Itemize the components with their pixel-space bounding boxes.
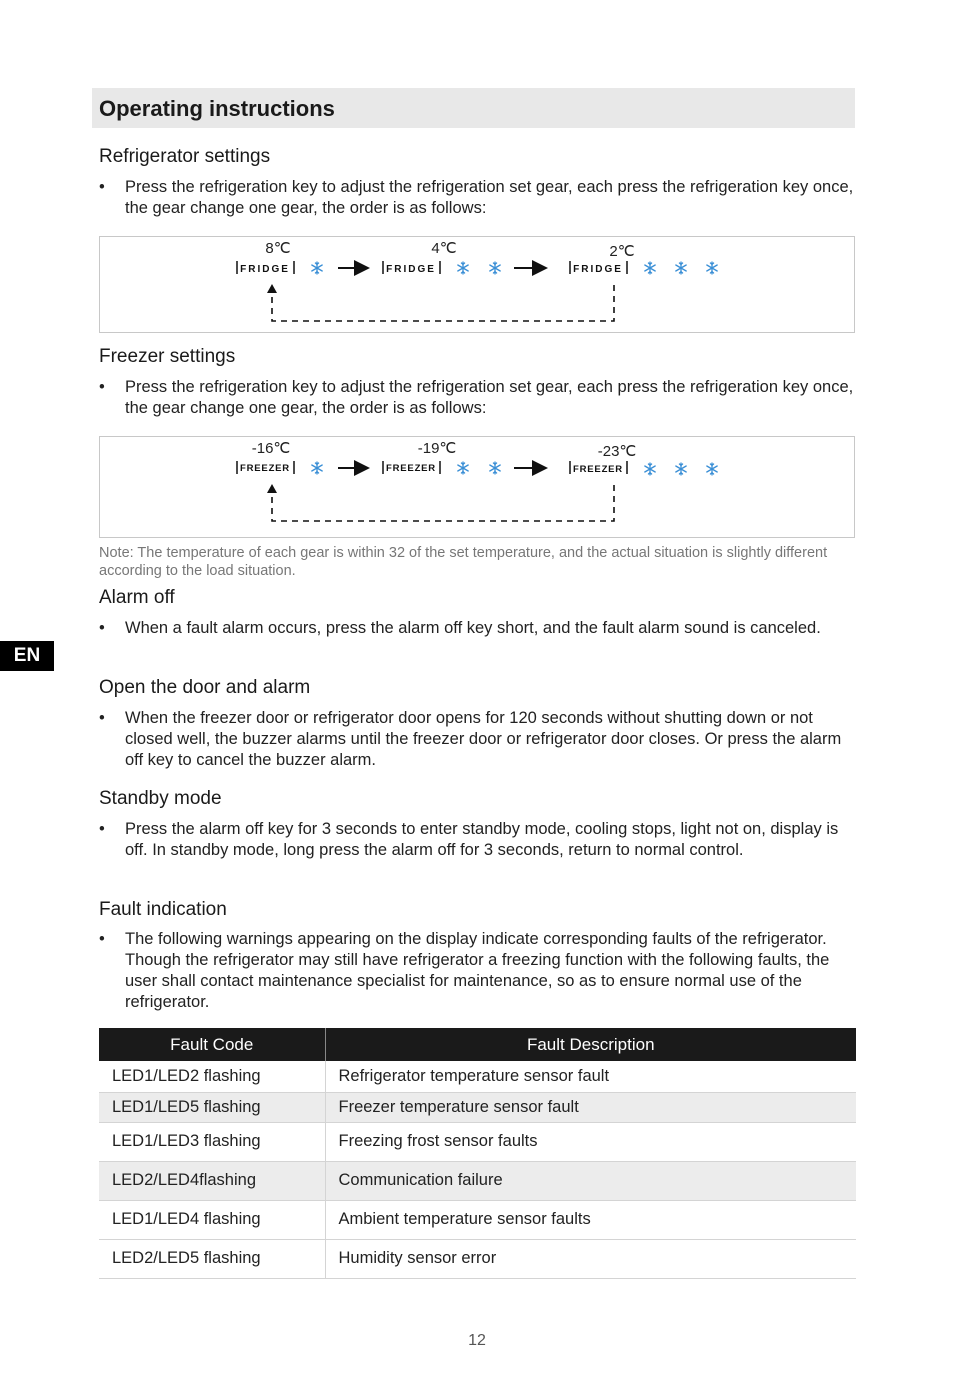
fridge-display-label-1: FRIDGE <box>240 264 290 275</box>
standby-heading: Standby mode <box>99 788 222 809</box>
fault-description-cell: Communication failure <box>325 1161 856 1200</box>
table-row <box>99 1161 856 1200</box>
freezer-temp-1: -16℃ <box>251 440 291 457</box>
fault-code-cell: LED1/LED5 flashing <box>99 1092 325 1122</box>
page-number: 12 <box>468 1332 486 1349</box>
fault-description-cell: Freezing frost sensor faults <box>325 1122 856 1161</box>
snowflake-icon <box>312 462 322 474</box>
snowflake-icon <box>490 462 500 474</box>
fault-table-header-row <box>99 1028 856 1061</box>
door-alarm-heading: Open the door and alarm <box>99 677 311 698</box>
snowflake-icon <box>312 262 322 274</box>
fault-description-header: Fault Description <box>325 1028 856 1061</box>
table-row <box>99 1200 856 1239</box>
fridge-temp-1: 8℃ <box>265 240 291 257</box>
snowflake-icon <box>458 462 468 474</box>
fridge-gear-diagram <box>99 236 855 333</box>
fridge-temp-3: 2℃ <box>609 243 635 260</box>
fault-indication-bullet: • The following warnings appearing on the display indicate corresponding faults of the refrigerator. Though the refrigerator may still have refrigerator a freezing function with the following faults, the user shall contact maintenance specialist for maintenance, so as to ensure normal use of the refrigerator. <box>99 929 844 1013</box>
refrigerator-settings-bullet: • Press the refrigeration key to adjust the refrigeration set gear, each press the refrigeration key once, the gear change one gear, the order is as follows: <box>99 177 859 219</box>
fault-code-header: Fault Code <box>99 1028 325 1061</box>
standby-text: Press the alarm off key for 3 seconds to enter standby mode, cooling stops, light not on, display is off. In standby mode, long press the alarm off for 3 seconds, return to normal control. <box>125 820 839 859</box>
door-alarm-text: When the freezer door or refrigerator door opens for 120 seconds without shutting down or not closed well, the buzzer alarms until the freezer door or refrigerator door closes. Or press the alarm off key to cancel the buzzer alarm. <box>125 709 842 769</box>
freezer-display-label-1: FREEZER <box>240 463 290 474</box>
fridge-display-label-3: FRIDGE <box>573 264 623 275</box>
fault-code-cell: LED2/LED4flashing <box>99 1161 325 1200</box>
table-row <box>99 1092 856 1122</box>
fault-code-cell: LED1/LED2 flashing <box>99 1061 325 1092</box>
snowflake-icon <box>645 262 655 274</box>
fault-description-cell: Refrigerator temperature sensor fault <box>325 1061 856 1092</box>
freezer-settings-bullet: • Press the refrigeration key to adjust the refrigeration set gear, each press the refrigeration key once, the gear change one gear, the order is as follows: <box>99 377 859 419</box>
snowflake-icon <box>676 262 686 274</box>
fault-indication-heading: Fault indication <box>99 899 227 920</box>
alarm-off-text: When a fault alarm occurs, press the alarm off key short, and the fault alarm sound is canceled. <box>125 619 821 637</box>
return-loop-line <box>272 285 614 321</box>
fault-code-cell: LED1/LED4 flashing <box>99 1200 325 1239</box>
freezer-display-label-3: FREEZER <box>573 464 623 475</box>
door-alarm-bullet: • When the freezer door or refrigerator door opens for 120 seconds without shutting down or not closed well, the buzzer alarms until the freezer door or refrigerator door closes. Or press the alarm off key to cancel the buzzer alarm. <box>99 708 859 771</box>
refrigerator-settings-heading: Refrigerator settings <box>99 146 271 167</box>
fault-indication-text: The following warnings appearing on the display indicate corresponding faults of the refrigerator. Though the refrigerator may still have refrigerator a freezing function with the following faults, the user shall contact maintenance specialist for maintenance, so as to ensure normal use of the refrigerator. <box>125 930 830 1011</box>
fridge-display-label-2: FRIDGE <box>386 264 436 275</box>
arrow-up-icon <box>267 484 277 493</box>
snowflake-icon <box>707 463 717 475</box>
language-tab: EN <box>0 641 54 671</box>
snowflake-icon <box>707 262 717 274</box>
fault-code-cell: LED2/LED5 flashing <box>99 1239 325 1278</box>
fault-description-cell: Freezer temperature sensor fault <box>325 1092 856 1122</box>
fault-description-cell: Humidity sensor error <box>325 1239 856 1278</box>
freezer-gear-svg <box>100 437 854 537</box>
refrigerator-settings-text: Press the refrigeration key to adjust the refrigeration set gear, each press the refrigeration key once, the gear change one gear, the order is as follows: <box>125 178 854 217</box>
fault-code-cell: LED1/LED3 flashing <box>99 1122 325 1161</box>
fridge-gear-svg <box>100 237 854 332</box>
freezer-settings-text: Press the refrigeration key to adjust the refrigeration set gear, each press the refrigeration key once, the gear change one gear, the order is as follows: <box>125 378 854 417</box>
fault-table <box>99 1028 856 1279</box>
standby-bullet: • Press the alarm off key for 3 seconds to enter standby mode, cooling stops, light not on, display is off. In standby mode, long press the alarm off for 3 seconds, return to normal control. <box>99 819 859 861</box>
table-row <box>99 1122 856 1161</box>
snowflake-icon <box>676 463 686 475</box>
table-row <box>99 1239 856 1278</box>
freezer-temp-3: -23℃ <box>597 443 637 460</box>
alarm-off-heading: Alarm off <box>99 587 175 608</box>
section-title: Operating instructions <box>99 96 335 121</box>
alarm-off-bullet: • When a fault alarm occurs, press the alarm off key short, and the fault alarm sound is canceled. <box>99 618 859 639</box>
freezer-display-label-2: FREEZER <box>386 463 436 474</box>
fridge-temp-2: 4℃ <box>431 240 457 257</box>
temperature-note: Note: The temperature of each gear is within 32 of the set temperature, and the actual situation is slightly different according to the load situation. <box>99 545 828 579</box>
snowflake-icon <box>490 262 500 274</box>
freezer-gear-diagram <box>99 436 855 538</box>
return-loop-line <box>272 485 614 521</box>
snowflake-icon <box>645 463 655 475</box>
table-row <box>99 1061 856 1092</box>
fault-description-cell: Ambient temperature sensor faults <box>325 1200 856 1239</box>
freezer-settings-heading: Freezer settings <box>99 346 236 367</box>
snowflake-icon <box>458 262 468 274</box>
freezer-temp-2: -19℃ <box>417 440 457 457</box>
arrow-up-icon <box>267 284 277 293</box>
